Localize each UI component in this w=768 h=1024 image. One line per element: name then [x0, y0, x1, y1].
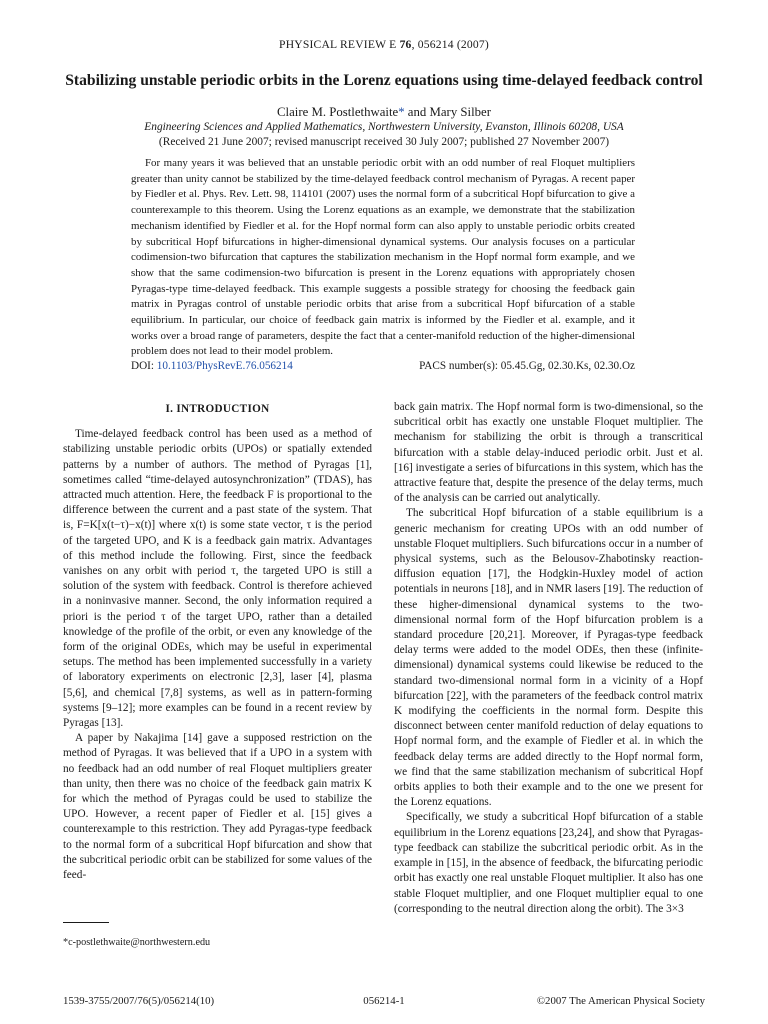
abstract: For many years it was believed that an unstable periodic orbit with an odd number of real Floquet multipliers greater than unity cannot be stabilized by the time-delayed feedback control mechanism of Pyragas. A recent paper by Fiedler et al. Phys. Rev. Lett. 98, 114101 (2007) uses the normal form of a subcritical Hopf bifurcation to give a counterexample to this theorem. Using the Lorenz equations as an example, we demonstrate that the stabilization mechanism identified by Fiedler et al. for the Hopf normal form can also apply to unstable periodic orbits created by subcritical Hopf bifurcations in higher-dimensional dynamical systems. Our analysis focuses on a particular codimension-two bifurcation that captures the stabilization mechanism in the Hopf normal form example, and we show that the same codimension-two bifurcation is present in the Lorenz equations with appropriately chosen Pyragas-type time-delayed feedback. This example suggests a possible strategy for choosing the feedback gain matrix in Pyragas control of unstable periodic orbits that arise from a subcritical Hopf bifurcation of a stable equilibrium. In particular, our choice of feedback gain matrix is informed by the Fiedler et al. example, and it works over a broad range of parameters, despite the fact that a center-manifold reduction of the higher-dimensional problem does not lead to their model problem. [131, 157, 635, 358]
pacs-numbers: PACS number(s): 05.45.Gg, 02.30.Ks, 02.30.Oz [419, 360, 635, 372]
footer-copyright: ©2007 The American Physical Society [536, 995, 705, 1007]
body-column-left [63, 400, 372, 883]
footnote-rule [63, 922, 109, 923]
journal-name: PHYSICAL REVIEW E [279, 38, 397, 51]
doi-pacs-line [131, 360, 635, 372]
author-list [0, 105, 768, 120]
intro-paragraph-4: The subcritical Hopf bifurcation of a stable equilibrium is a generic mechanism for creating UPOs with an odd number of unstable Floquet multipliers. Such bifurcations occur in a number of physical systems, such as the Belousov-Zhabotinsky reaction-diffusion equation [17], the Hodgkin-Huxley model of action potentials in neurons [18], and in NMR lasers [19]. The reduction of these higher-dimensional dynamical systems to the two-dimensional normal form of the Hopf bifurcation problem is a standard procedure [20,21]. Moreover, if Pyragas-type feedback delay terms were added to the model ODEs, then these (infinite-dimensional) dynamical systems could likewise be reduced to the standard two-dimensional normal form in a vicinity of a Hopf bifurcation [22], with the parameters of the feedback control matrix K modifying the coefficients in the normal form. Despite this disconnect between center manifold reduction of delay equations to Hopf normal form, and the example of Fiedler et al. in which the feedback delay terms are added directly to the Hopf normal form, we find that the same stabilization mechanism of subcritical Hopf orbits applies to both their example and to the one we present for the Lorenz equations. [394, 507, 703, 809]
paper-title: Stabilizing unstable periodic orbits in the Lorenz equations using time-delayed feedback control [65, 72, 703, 89]
journal-volume: 76 [399, 38, 412, 51]
body-column-right [394, 400, 703, 917]
author-1: Claire M. Postlethwaite [277, 105, 399, 119]
intro-paragraph-2: A paper by Nakajima [14] gave a supposed restriction on the method of Pyragas. It was believed that if a UPO in a system with no feedback had an odd number of real Floquet multipliers greater than unity, then there was no choice of the feedback gain matrix K for which the method of Pyragas could be used to stabilize the UPO. However, a recent paper of Fiedler et al. [15] gives a counterexample to this restriction. They add Pyragas-type feedback to the normal form of a subcritical Hopf bifurcation and show that the subcritical periodic orbit can be stabilized for some values of the feed- [63, 732, 372, 882]
intro-paragraph-1: Time-delayed feedback control has been used as a method of stabilizing unstable periodic orbits (UPOs) or spatially extended patterns by a number of authors. The method of Pyragas [1], sometimes called “time-delayed autosynchronization” (TDAS), has attracted much attention. Here, the feedback F is proportional to the difference between the current and a past state of the system. That is, F=K[x(t−τ)−x(t)] where x(t) is some state vector, τ is the period of the targeted UPO, and K is a feedback gain matrix. Advantages of this method include the following. First, since the feedback vanishes on any orbit with period τ, the targeted UPO is still a solution of the system with feedback. Control is therefore achieved in a noninvasive manner. Second, the only information required a priori is the period τ of the target UPO, rather than a detailed knowledge of the profile of the orbit, or even any knowledge of the form of the original ODEs, which may be useful in experimental setups. The method has been implemented successfully in a variety of laboratory experiments on electronic [2,3], laser [4], plasma [5,6], and chemical [7,8] systems, as well as in pattern-forming systems [9–12]; more examples can be found in a recent review by Pyragas [13]. [63, 428, 372, 730]
doi-link[interactable]: 10.1103/PhysRevE.76.056214 [156, 360, 293, 372]
journal-header [0, 38, 768, 51]
affiliation: Engineering Sciences and Applied Mathematics, Northwestern University, Evanston, Illinois 60208, USA [144, 121, 624, 133]
author-2: Mary Silber [429, 105, 491, 119]
author-footnote-link[interactable]: * [398, 105, 405, 119]
journal-article: , 056214 (2007) [411, 38, 489, 51]
section-heading: I. INTRODUCTION [165, 403, 270, 415]
received-dates: (Received 21 June 2007; revised manuscript received 30 July 2007; published 27 November 2007) [158, 136, 610, 148]
footer-page-number: 056214-1 [363, 995, 405, 1007]
author-conjunction: and [404, 105, 430, 119]
footnote-email: *c-postlethwaite@northwestern.edu [63, 937, 211, 948]
doi [131, 360, 293, 372]
intro-paragraph-3: back gain matrix. The Hopf normal form is two-dimensional, so the subcritical orbit has exactly one unstable Floquet multiplier. The mechanism for stabilizing the orbit is through a transcritical bifurcation with a stable delay-induced periodic orbit. Just et al. [16] investigate a series of bifurcations in this system, which has the attractive feature that, despite the presence of the delay terms, much of the analysis can be carried out analytically. [394, 401, 703, 505]
intro-paragraph-5: Specifically, we study a subcritical Hopf bifurcation of a stable equilibrium in the Lorenz equations [23,24], and show that Pyragas-type feedback can stabilize the subcritical periodic orbit. As in the example in [15], in the absence of feedback, the bifurcating periodic orbit has exactly one real unstable Floquet multiplier. It also has one stable Floquet multiplier, and one Floquet multiplier equal to one (corresponding to the neutral direction along the orbit). The 3×3 [394, 811, 703, 915]
footer-issn: 1539-3755/2007/76(5)/056214(10) [63, 995, 215, 1007]
doi-label: DOI: [131, 360, 157, 372]
